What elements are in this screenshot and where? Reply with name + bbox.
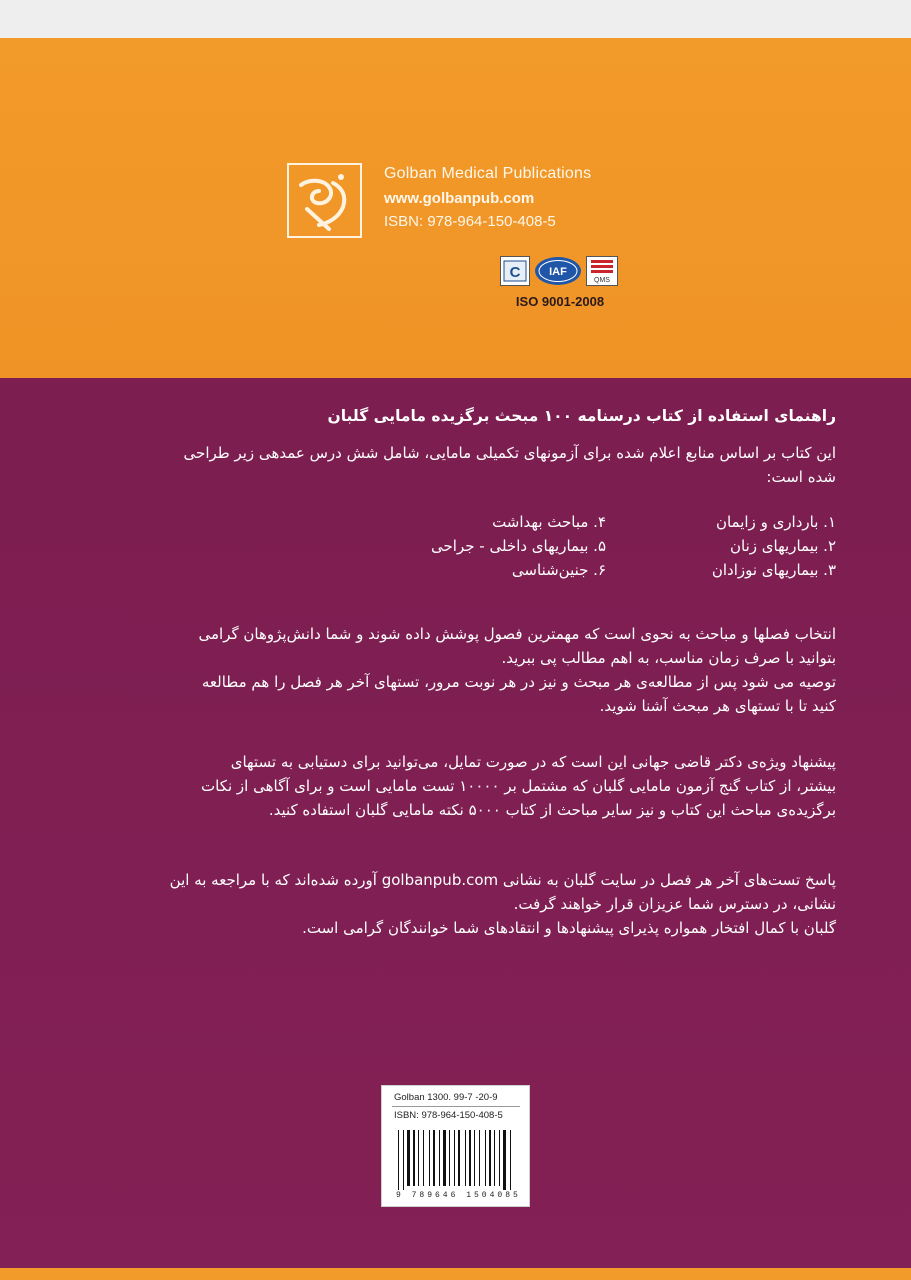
guide-title: راهنمای استفاده از کتاب درسنامه ۱۰۰ مبحث برگزیده مامایی گلبان bbox=[327, 407, 836, 425]
barcode-bar bbox=[469, 1130, 471, 1186]
barcode-bar bbox=[465, 1130, 466, 1186]
list-item: ۱. بارداری و زایمان bbox=[715, 513, 836, 531]
barcode-bar bbox=[474, 1130, 475, 1186]
iaf-logo-icon bbox=[534, 256, 582, 286]
text-line: شده است: bbox=[766, 468, 836, 486]
barcode-bar bbox=[407, 1130, 410, 1186]
selection-paragraph bbox=[199, 622, 836, 718]
qms-label: QMS bbox=[594, 277, 610, 284]
barcode-bar bbox=[413, 1130, 415, 1186]
list-item: ۲. بیماریهای زنان bbox=[730, 537, 836, 555]
barcode-bar bbox=[510, 1130, 511, 1190]
barcode-bar bbox=[449, 1130, 450, 1186]
barcode-code-line: Golban 1300. 99-7 -20-9 bbox=[394, 1092, 498, 1103]
recommendation-paragraph bbox=[201, 750, 836, 822]
barcode-bar bbox=[443, 1130, 446, 1186]
list-item: ۴. مباحث بهداشت bbox=[492, 513, 606, 531]
barcode-digits: 9 789646 1504085 bbox=[396, 1191, 521, 1200]
bottom-edge bbox=[0, 1268, 911, 1280]
barcode-bar bbox=[479, 1130, 480, 1186]
text-line: انتخاب فصلها و مباحث به نحوی است که مهمترین فصول پوشش داده شوند و شما دانش‌پژوهان گرامی bbox=[198, 625, 836, 643]
list-item: ۶. جنین‌شناسی bbox=[511, 561, 606, 579]
text-line: پاسخ تست‌های آخر هر فصل در سایت گلبان به نشانی golbanpub.com آورده شده‌اند که با مراجعه به این bbox=[169, 871, 836, 889]
barcode-bar bbox=[439, 1130, 440, 1186]
orange-panel bbox=[0, 38, 911, 378]
list-item: ۵. بیماریهای داخلی - جراحی bbox=[431, 537, 606, 555]
barcode-bar bbox=[458, 1130, 460, 1186]
iaf-label: IAF bbox=[549, 266, 567, 278]
barcode-divider bbox=[392, 1106, 520, 1107]
answers-paragraph bbox=[170, 868, 836, 940]
svg-text:C: C bbox=[509, 264, 521, 281]
text-line: پیشنهاد ویژه‌ی دکتر قاضی جهانی این است که در صورت تمایل، می‌توانید برای دستیابی به تستهای bbox=[230, 753, 836, 771]
barcode-bar bbox=[423, 1130, 424, 1186]
barcode-bar bbox=[494, 1130, 495, 1186]
publisher-website: www.golbanpub.com bbox=[384, 190, 535, 207]
golban-logo bbox=[287, 163, 362, 238]
cert-badge-c-icon bbox=[500, 256, 530, 286]
barcode-bar bbox=[398, 1130, 399, 1190]
text-line: بیشتر، از کتاب گنج آزمون مامایی گلبان که مشتمل بر ۱۰۰۰۰ تست مامایی است و برای آگاهی از نکات bbox=[201, 777, 836, 795]
qms-logo-icon bbox=[586, 256, 618, 286]
barcode-bar bbox=[433, 1130, 435, 1186]
text-line: نشانی، در دسترس شما عزیزان قرار خواهند گرفت. bbox=[513, 895, 836, 913]
barcode-label bbox=[381, 1085, 530, 1207]
text-line: این کتاب بر اساس منابع اعلام شده برای آزمونهای تکمیلی مامایی، شامل شش درس عمدهی زیر طراحی bbox=[183, 444, 836, 462]
text-line: بتوانید با صرف زمان مناسب، به اهم مطالب پی ببرید. bbox=[501, 649, 836, 667]
text-line: کنید تا با تستهای هر مبحث آشنا شوید. bbox=[599, 697, 836, 715]
intro-paragraph bbox=[184, 441, 836, 489]
barcode-bar bbox=[503, 1130, 506, 1190]
barcode-bars bbox=[396, 1130, 517, 1190]
iso-certification: ISO 9001-2008 bbox=[515, 294, 605, 309]
barcode-bar bbox=[429, 1130, 430, 1186]
golban-logo-icon bbox=[289, 165, 360, 236]
barcode-bar bbox=[485, 1130, 486, 1186]
publisher-isbn: ISBN: 978-964-150-408-5 bbox=[384, 213, 556, 230]
topic-list-a bbox=[712, 510, 836, 582]
text-line: برگزیده‌ی مباحث این کتاب و نیز سایر مباحث از کتاب ۵۰۰۰ نکته مامایی گلبان استفاده کنید. bbox=[268, 801, 836, 819]
list-item: ۳. بیماریهای نوزادان bbox=[711, 561, 836, 579]
text-line: گلبان با کمال افتخار همواره پذیرای پیشنهادها و انتقادهای شما خوانندگان گرامی است. bbox=[302, 919, 836, 937]
top-strip bbox=[0, 0, 911, 38]
barcode-bar bbox=[418, 1130, 419, 1186]
barcode-bar bbox=[499, 1130, 500, 1186]
barcode-isbn-line: ISBN: 978-964-150-408-5 bbox=[394, 1110, 503, 1121]
barcode-bar bbox=[489, 1130, 491, 1186]
barcode-bar bbox=[403, 1130, 404, 1190]
publisher-name: Golban Medical Publications bbox=[384, 165, 592, 182]
topic-list-b bbox=[431, 510, 606, 582]
barcode-bar bbox=[454, 1130, 455, 1186]
text-line: توصیه می شود پس از مطالعه‌ی هر مبحث و نیز در هر نوبت مرور، تستهای آخر هر فصل را هم مطالعه bbox=[201, 673, 836, 691]
